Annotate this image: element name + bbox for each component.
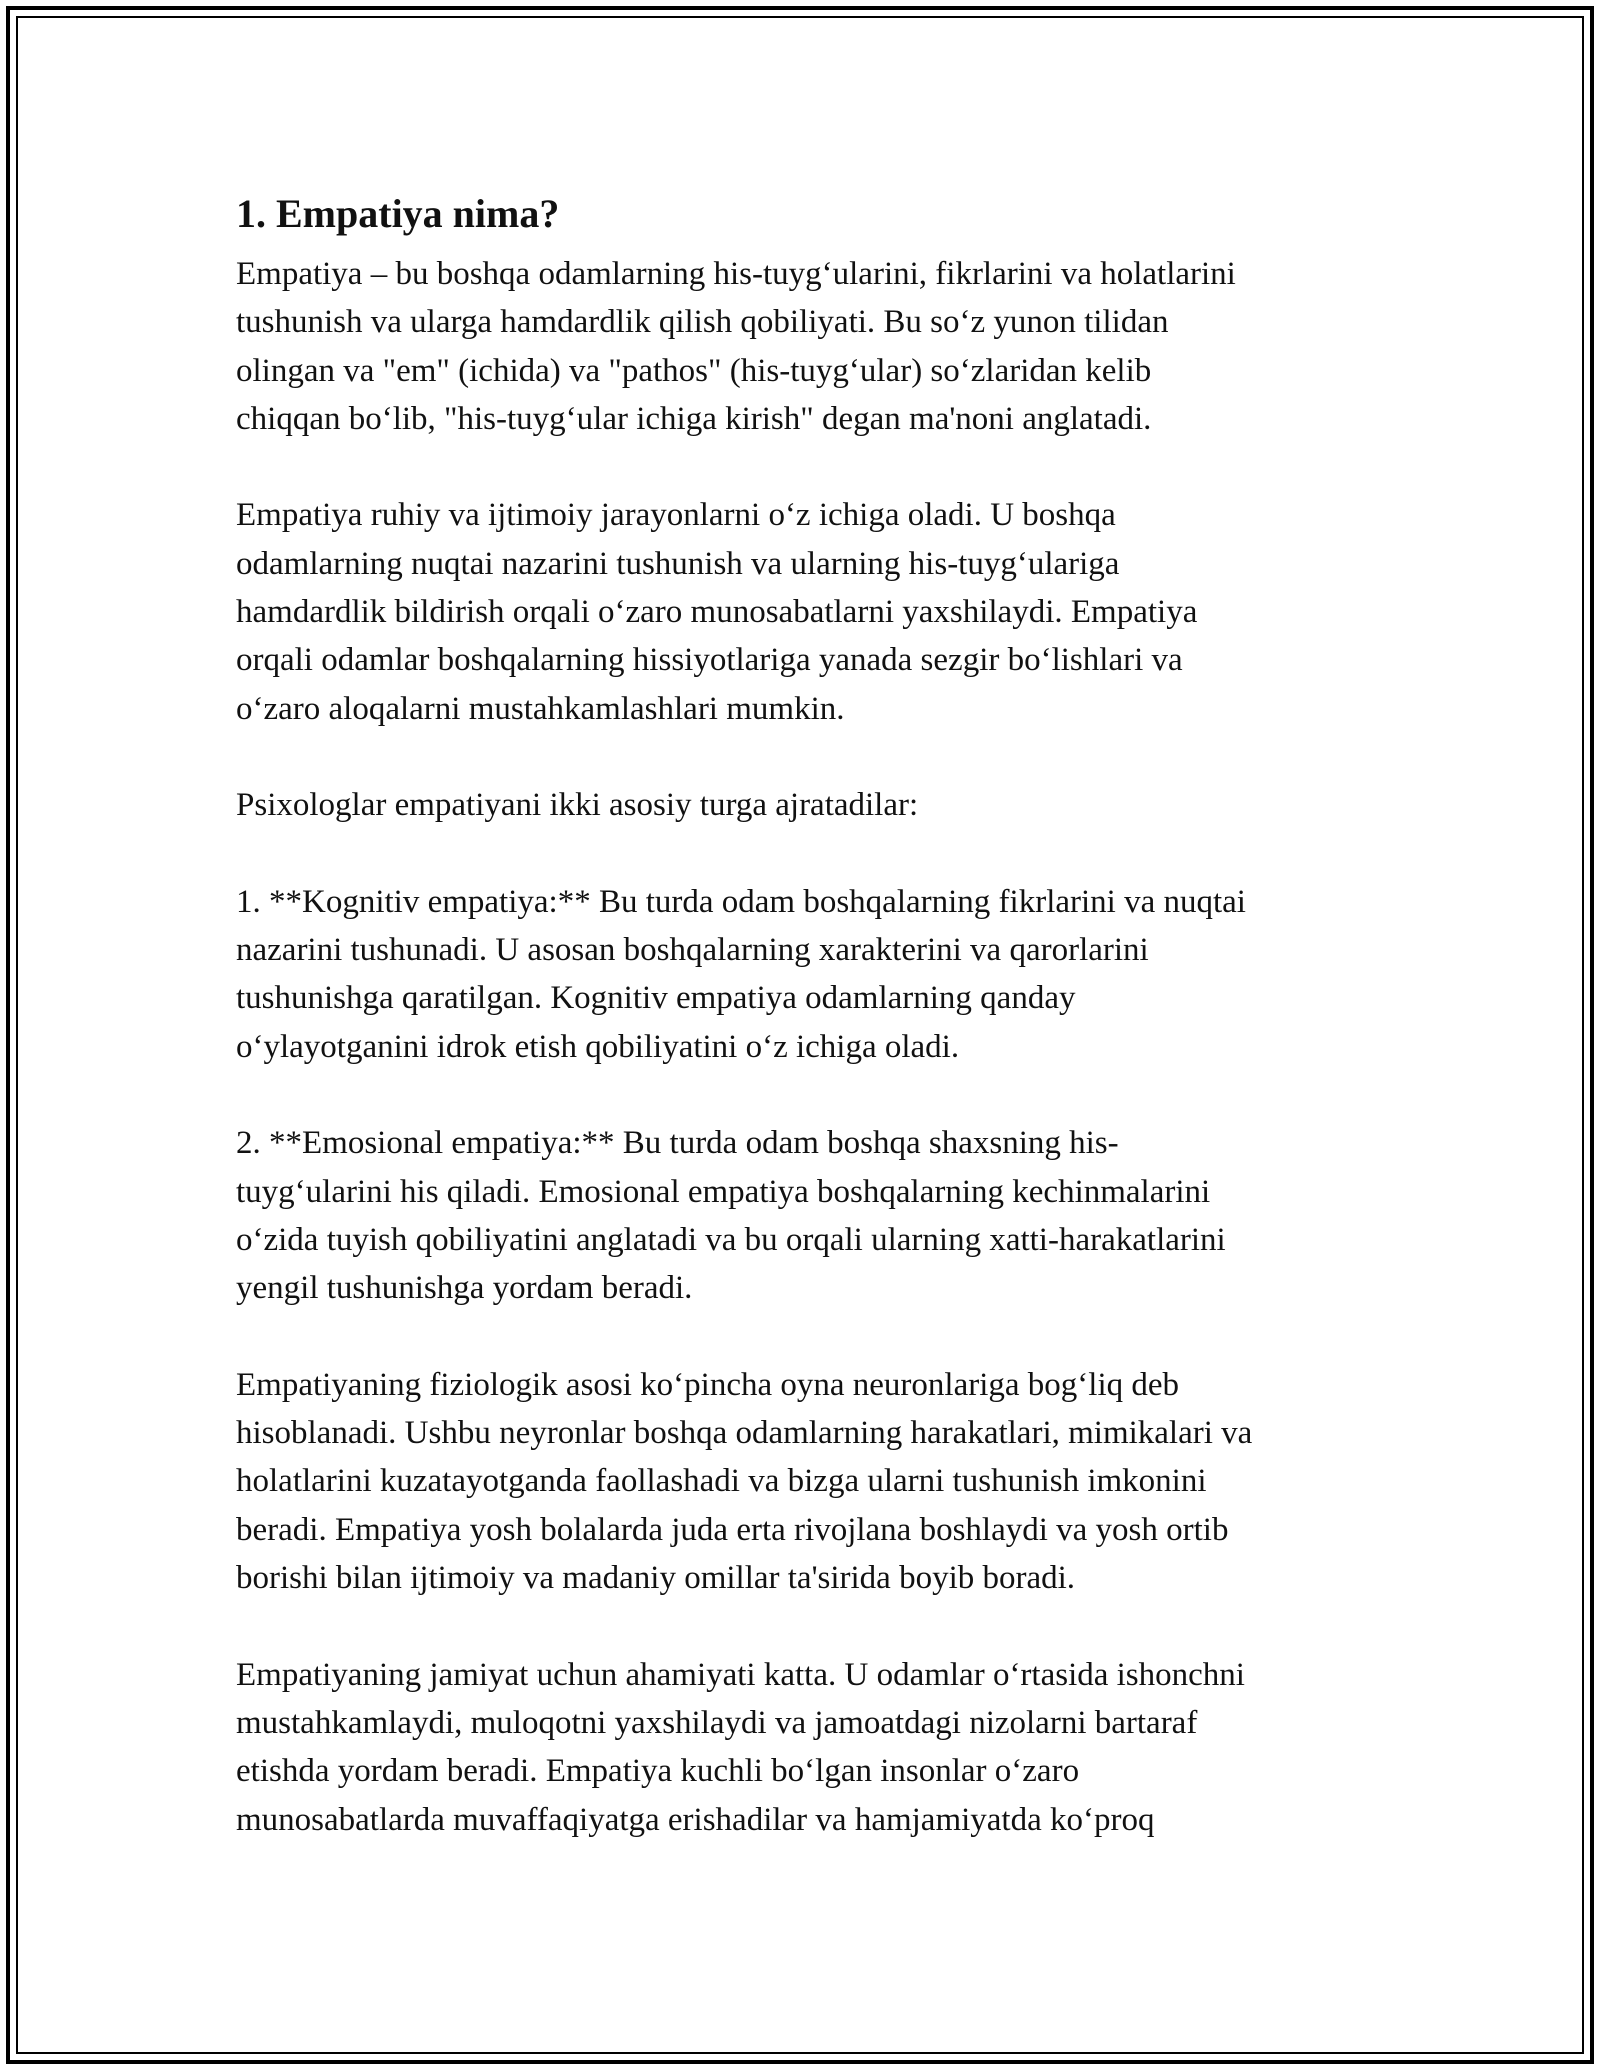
paragraph-spacer <box>236 1071 1386 1119</box>
text-line: etishda yordam beradi. Empatiya kuchli bo‘lgan insonlar o‘zaro <box>236 1753 1080 1790</box>
text-line: Psixologlar empatiyani ikki asosiy turga ajratadilar: <box>236 787 919 824</box>
text-line: o‘ylayotganini idrok etish qobiliyatini o‘z ichiga oladi. <box>236 1028 960 1065</box>
paragraph-spacer <box>236 1313 1386 1361</box>
text-line: borishi bilan ijtimoiy va madaniy omillar ta'sirida boyib boradi. <box>236 1560 1076 1597</box>
paragraph-types-intro <box>236 781 1386 829</box>
text-line: Empatiyaning fiziologik asosi ko‘pincha oyna neuronlariga bog‘liq deb <box>236 1366 1180 1403</box>
text-line: holatlarini kuzatayotganda faollashadi va bizga ularni tushunish imkonini <box>236 1463 1207 1500</box>
text-line: munosabatlarda muvaffaqiyatga erishadilar va hamjamiyatda ko‘proq <box>236 1801 1155 1838</box>
text-line: olingan va "em" (ichida) va "pathos" (his-tuyg‘ular) so‘zlaridan kelib <box>236 352 1152 389</box>
paragraph-spacer <box>236 443 1386 491</box>
text-line: 1. **Kognitiv empatiya:** Bu turda odam boshqalarning fikrlarini va nuqtai <box>236 883 1246 920</box>
paragraph-spacer <box>236 733 1386 781</box>
text-line: tushunish va ularga hamdardlik qilish qobiliyati. Bu so‘z yunon tilidan <box>236 304 1169 341</box>
document-body <box>236 178 1386 1844</box>
paragraph-society <box>236 1651 1386 1844</box>
paragraph-physiology <box>236 1361 1386 1602</box>
paragraph-definition <box>236 250 1386 443</box>
list-item-cognitive <box>236 878 1386 1071</box>
paragraph-processes <box>236 491 1386 732</box>
text-line: nazarini tushunadi. U asosan boshqalarning xarakterini va qarorlarini <box>236 932 1149 969</box>
section-heading: 1. Empatiya nima? <box>236 191 560 236</box>
paragraph-spacer <box>236 830 1386 878</box>
text-line: odamlarning nuqtai nazarini tushunish va ularning his-tuyg‘ulariga <box>236 545 1120 582</box>
paragraph-spacer <box>236 1602 1386 1650</box>
text-line: o‘zida tuyish qobiliyatini anglatadi va bu orqali ularning xatti-harakatlarini <box>236 1221 1226 1258</box>
text-line: orqali odamlar boshqalarning hissiyotlariga yanada sezgir bo‘lishlari va <box>236 642 1183 679</box>
text-line: 2. **Emosional empatiya:** Bu turda odam boshqa shaxsning his- <box>236 1125 1119 1162</box>
text-line: hisoblanadi. Ushbu neyronlar boshqa odamlarning harakatlari, mimikalari va <box>236 1415 1253 1452</box>
list-item-emotional <box>236 1119 1386 1312</box>
text-line: Empatiya ruhiy va ijtimoiy jarayonlarni o‘z ichiga oladi. U boshqa <box>236 497 1116 534</box>
text-line: Empatiyaning jamiyat uchun ahamiyati katta. U odamlar o‘rtasida ishonchni <box>236 1656 1245 1693</box>
text-line: hamdardlik bildirish orqali o‘zaro munosabatlarni yaxshilaydi. Empatiya <box>236 594 1198 631</box>
text-line: mustahkamlaydi, muloqotni yaxshilaydi va jamoatdagi nizolarni bartaraf <box>236 1704 1198 1741</box>
text-line: chiqqan bo‘lib, "his-tuyg‘ular ichiga kirish" degan ma'noni anglatadi. <box>236 400 1152 437</box>
text-line: o‘zaro aloqalarni mustahkamlashlari mumkin. <box>236 690 845 727</box>
text-line: Empatiya – bu boshqa odamlarning his-tuyg‘ularini, fikrlarini va holatlarini <box>236 256 1236 292</box>
text-line: yengil tushunishga yordam beradi. <box>236 1270 693 1307</box>
text-line: tuyg‘ularini his qiladi. Emosional empatiya boshqalarning kechinmalarini <box>236 1173 1211 1210</box>
text-line: tushunishga qaratilgan. Kognitiv empatiya odamlarning qanday <box>236 980 1076 1017</box>
text-line: beradi. Empatiya yosh bolalarda juda erta rivojlana boshlaydi va yosh ortib <box>236 1511 1229 1548</box>
